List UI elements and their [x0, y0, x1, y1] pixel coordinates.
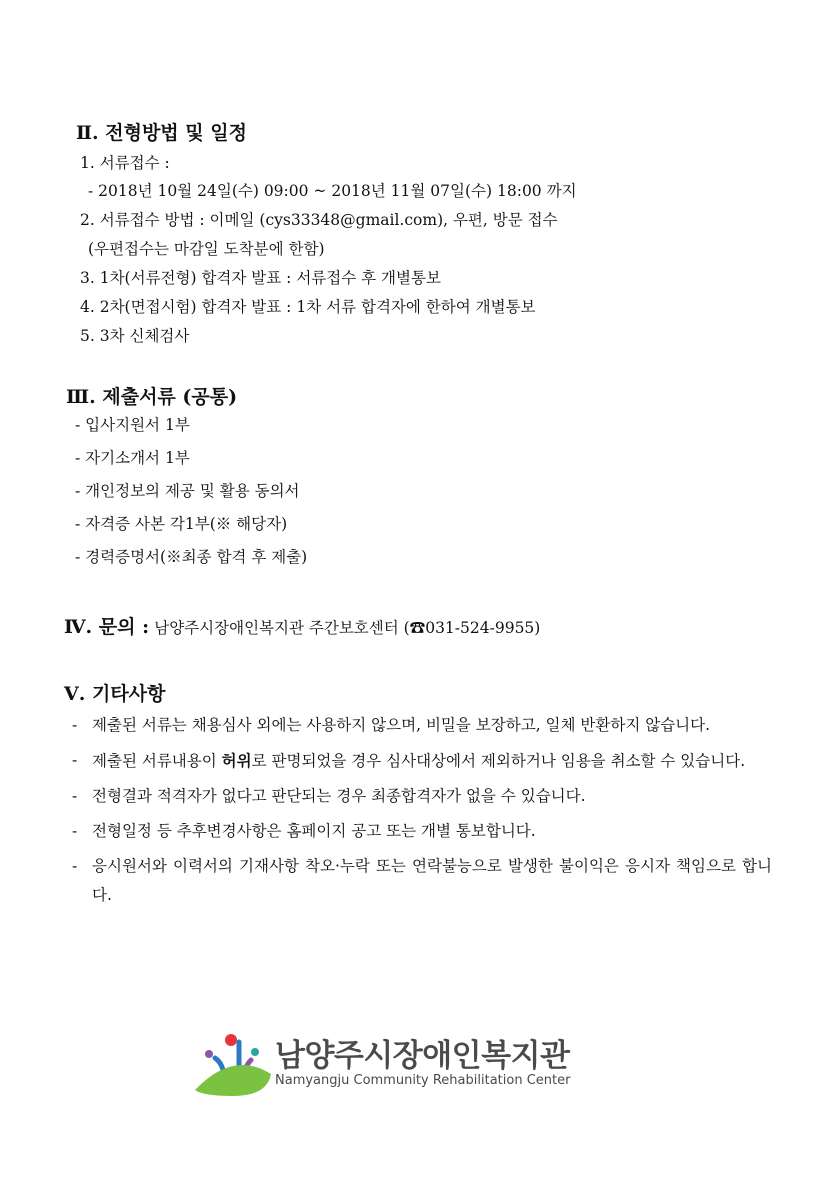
note-item: - 제출된 서류내용이 허위로 판명되었을 경우 심사대상에서 제외하거나 임용을 취소할 수 있습니다. — [72, 751, 746, 770]
organization-logo — [193, 1030, 593, 1100]
note-item: - 제출된 서류는 채용심사 외에는 사용하지 않으며, 비밀을 보장하고, 일체 반환하지 않습니다. — [72, 716, 711, 734]
note-item: - 응시원서와 이력서의 기재사항 착오·누락 또는 연락불능으로 발생한 불이익은 응시자 책임으로 합니다. — [72, 857, 772, 904]
document-item: - 개인정보의 제공 및 활용 동의서 — [75, 482, 300, 500]
inquiry-line — [64, 612, 540, 639]
schedule-item-5: 5. 3차 신체검사 — [80, 327, 190, 345]
notes-list — [72, 711, 772, 910]
document-item: - 자격증 사본 각1부(※ 해당자) — [75, 515, 288, 533]
document-item: - 입사지원서 1부 — [75, 416, 190, 434]
note-item: - 전형일정 등 추후변경사항은 홈페이지 공고 또는 개별 통보합니다. — [72, 822, 536, 840]
inquiry-contact: 남양주시장애인복지관 주간보호센터 (☎031-524-9955) — [154, 619, 541, 637]
section-2-heading: Ⅱ. 전형방법 및 일정 — [76, 122, 247, 144]
schedule-item-2-note: (우편접수는 마감일 도착분에 한함) — [88, 240, 325, 258]
logo-emblem-icon — [193, 1030, 273, 1100]
schedule-item-3: 3. 1차(서류전형) 합격자 발표 : 서류접수 후 개별통보 — [80, 269, 441, 287]
schedule-item-1-period: - 2018년 10월 24일(수) 09:00 ~ 2018년 11월 07일(수) 18:00 까지 — [88, 182, 577, 200]
section-4-heading: Ⅳ. 문의 : — [64, 616, 150, 638]
schedule-item-1: 1. 서류접수 : — [80, 154, 170, 172]
note-item: - 전형결과 적격자가 없다고 판단되는 경우 최종합격자가 없을 수 있습니다. — [72, 787, 586, 805]
section-3-heading: Ⅲ. 제출서류 (공통) — [66, 386, 238, 408]
section-5-heading: Ⅴ. 기타사항 — [64, 683, 166, 705]
document-item: - 경력증명서(※최종 합격 후 제출) — [75, 548, 308, 566]
false-info-emphasis: 허위 — [221, 751, 252, 770]
schedule-item-4: 4. 2차(면접시험) 합격자 발표 : 1차 서류 합격자에 한하여 개별통보 — [80, 298, 536, 316]
logo-english-name: Namyangju Community Rehabilitation Center — [275, 1073, 571, 1088]
schedule-item-2: 2. 서류접수 방법 : 이메일 (cys33348@gmail.com), 우편, 방문 접수 — [80, 211, 558, 229]
document-item: - 자기소개서 1부 — [75, 449, 190, 467]
logo-korean-name: 남양주시장애인복지관 — [275, 1038, 570, 1074]
